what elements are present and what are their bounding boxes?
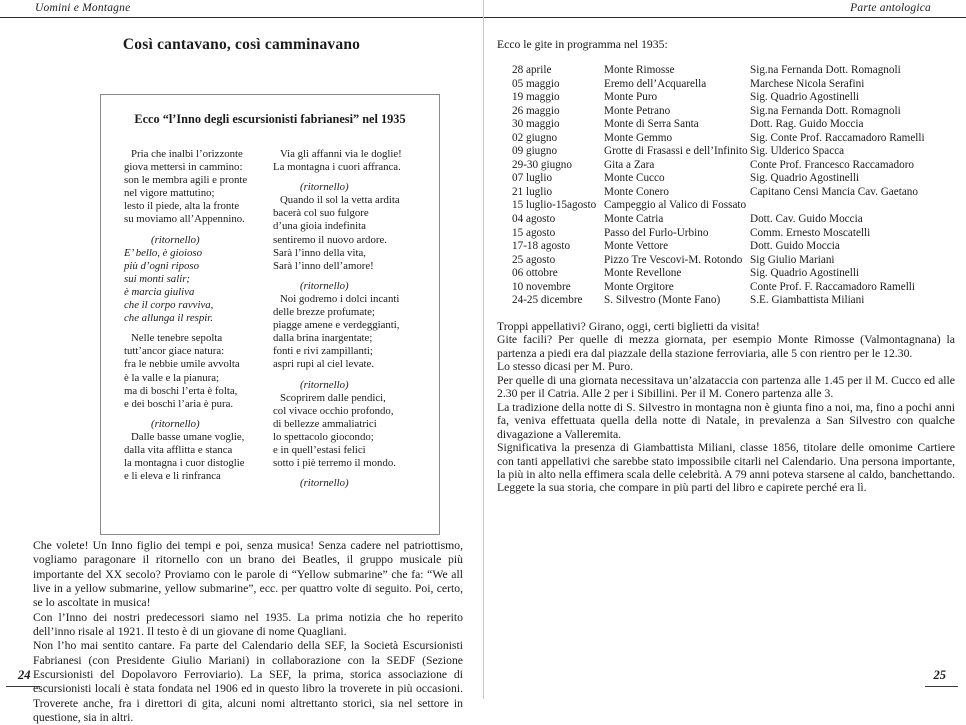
paragraph: Con l’Inno dei nostri predecessori siamo nel 1935. La prima notizia che ho reperito dell’inno risale al 1921. Il testo è di un giovane di nome Quagliani. (33, 610, 463, 639)
hymn-column-2 (273, 148, 427, 490)
poem-line: E’ bello, è gioioso (124, 246, 202, 259)
trip-row (512, 64, 958, 78)
trip-destination: Pizzo Tre Vescovi-M. Rotondo (604, 253, 743, 266)
trip-destination: Monte Rimosse (604, 64, 675, 76)
page-number-right: 25 (925, 668, 959, 687)
poem-ritornello-label (273, 280, 427, 293)
poem-line: lo spettacolo giocondo; (273, 430, 374, 443)
trip-leader: Dott. Rag. Guido Moccia (750, 118, 864, 131)
trip-leader: Sig.na Fernanda Dott. Romagnoli (750, 104, 901, 117)
trip-row (512, 240, 958, 254)
poem-line: la montagna i cuor distoglie (124, 457, 245, 470)
trip-row (512, 186, 958, 200)
poem-line: Nelle tenebre sepolta (131, 332, 223, 345)
trip-row (512, 172, 958, 186)
trip-date: 24-25 dicembre (512, 294, 583, 307)
trip-date: 25 agosto (512, 253, 556, 266)
right-running-title: Parte antologica (850, 2, 931, 14)
trip-leader: Comm. Ernesto Moscatelli (750, 226, 871, 239)
poem-line: fra le nebbie umile avvolta (124, 358, 240, 371)
poem-line: (ritornello) (300, 378, 349, 391)
poem-line: piagge amene e verdeggianti, (273, 319, 400, 332)
poem-line: sui monti salir; (124, 272, 190, 285)
poem-stanza (273, 194, 427, 273)
trip-row (512, 281, 958, 295)
trip-date: 21 luglio (512, 185, 553, 198)
trip-destination: Monte Orgitore (604, 280, 674, 293)
poem-ritornello-label (273, 477, 427, 490)
poem-line: di bellezze ammaliatrici (273, 417, 377, 430)
trip-leader: Capitano Censi Mancia Cav. Gaetano (750, 185, 918, 198)
trip-row (512, 254, 958, 268)
poem-ritornello-label (273, 181, 427, 194)
poem-line: La montagna i cuori affranca. (273, 161, 401, 174)
poem-line: delle brezze profumate; (273, 306, 375, 319)
hymn-box-title: Ecco “l’Inno degli escursionisti fabrianesi” nel 1935 (134, 112, 406, 126)
trip-row (512, 105, 958, 119)
trip-row (512, 213, 958, 227)
poem-line: dalla vita afflitta e stanca (124, 443, 233, 456)
poem-line: giova mettersi in cammino: (124, 161, 243, 174)
hymn-column-1 (124, 148, 273, 490)
trip-row (512, 78, 958, 92)
trip-leader (750, 199, 958, 213)
poem-line: Dalle basse umane voglie, (131, 430, 245, 443)
trip-destination: Passo del Furlo-Urbino (604, 226, 709, 239)
trip-leader: Sig. Quadrio Agostinelli (750, 91, 860, 104)
poem-line: che il corpo ravviva, (124, 299, 214, 312)
poem-ritornello-verse (124, 247, 273, 326)
trip-leader: Sig. Ulderico Spacca (750, 145, 845, 158)
poem-line: aspri rupi al ciel levate. (273, 358, 375, 371)
trip-date: 10 novembre (512, 280, 571, 293)
trip-leader: Sig. Quadrio Agostinelli (750, 172, 860, 185)
trip-row (512, 118, 958, 132)
program-intro: Ecco le gite in programma nel 1935: (497, 38, 668, 51)
trip-destination: Grotte di Frasassi e dell’Infinito (604, 145, 748, 158)
poem-stanza (124, 148, 273, 227)
trip-leader: Sig. Conte Prof. Raccamadoro Ramelli (750, 131, 925, 144)
poem-stanza (273, 392, 427, 471)
trip-destination: Gita a Zara (604, 158, 655, 171)
hymn-box (100, 94, 440, 535)
left-running-title: Uomini e Montagne (35, 2, 131, 14)
poem-line: è la valle e la pianura; (124, 371, 220, 384)
trip-date: 04 agosto (512, 213, 556, 226)
trip-date: 07 luglio (512, 172, 553, 185)
page-right (483, 0, 966, 699)
poem-line: sentiremo il nuovo ardore. (273, 233, 387, 246)
page-number-left: 24 (6, 668, 40, 687)
trip-destination: Campeggio al Valico di Fossato (604, 199, 747, 212)
trip-destination: Monte di Serra Santa (604, 118, 699, 131)
trip-row (512, 145, 958, 159)
trip-destination: Monte Conero (604, 185, 669, 198)
paragraph: La tradizione della notte di S. Silvestro in montagna non è giunta fino a noi, ma, fino a pochi anni fa, veniva effettuata quella della notte di Natale, in prevalenza a San Silvestro con qualche divagazione a Valleremita. (497, 400, 955, 441)
paragraph: Che volete! Un Inno figlio dei tempi e poi, senza musica! Senza cadere nel patriottismo, vogliamo paragonare il ritornello con un brano dei Beatles, il gruppo musicale più importante del XX secolo? Proviamo con le parole di “Yellow submarine” che fa: “We all live in a yellow submarine, yellow submarine”, ecc. per quattro volte di seguito. Poi, certo, se lo ascoltate in musica! (33, 539, 463, 610)
poem-line: è marcia giuliva (124, 285, 195, 298)
poem-line: fonti e rivi zampillanti; (273, 345, 373, 358)
poem-line: Noi godremo i dolci incanti (280, 292, 400, 305)
page-gutter-divider (483, 0, 484, 699)
trip-date: 29-30 giugno (512, 158, 572, 171)
paragraph: Lo stesso dicasi per M. Puro. (497, 360, 634, 374)
trip-destination: Monte Revellone (604, 267, 682, 280)
poem-line: e in quell’estasi felici (273, 443, 366, 456)
trip-leader: Conte Prof. Francesco Raccamadoro (750, 158, 915, 171)
chapter-title: Così cantavano, così camminavano (122, 36, 361, 53)
poem-line: e dei boschi l’aria è pura. (124, 397, 234, 410)
trip-leader: Sig. Quadrio Agostinelli (750, 267, 860, 280)
trip-date: 05 maggio (512, 77, 560, 90)
trip-leader: S.E. Giambattista Miliani (750, 294, 865, 307)
poem-ritornello-label (124, 418, 273, 431)
poem-line: sotto i piè terremo il mondo. (273, 457, 396, 470)
poem-ritornello-label (273, 379, 427, 392)
trip-date: 15 agosto (512, 226, 556, 239)
trip-destination: Monte Gemmo (604, 131, 673, 144)
poem-line: nel vigore mattutino; (124, 187, 215, 200)
poem-line: su moviamo all’Appennino. (124, 213, 245, 226)
trip-destination: Monte Cucco (604, 172, 665, 185)
trip-date: 02 giugno (512, 131, 558, 144)
poem-line: Sarà l’inno dell’amore! (273, 259, 374, 272)
trip-leader: Sig.na Fernanda Dott. Romagnoli (750, 64, 901, 76)
trip-row (512, 227, 958, 241)
trip-row (512, 159, 958, 173)
trip-date: 17-18 agosto (512, 240, 571, 253)
poem-line: col vivace occhio profondo, (273, 404, 394, 417)
poem-stanza (273, 293, 427, 372)
right-body-text (497, 320, 955, 495)
poem-line: (ritornello) (300, 181, 349, 194)
trip-date: 06 ottobre (512, 267, 558, 280)
poem-line: Quando il sol la vetta ardita (280, 194, 400, 207)
paragraph: Per quelle di una giornata necessitava un’alzataccia con partenza alle 1.45 per il M. Cucco ed alle 2.30 per il Catria. Alle 2 per i Sibillini. Per il M. Conero partenza alle 3. (497, 373, 955, 401)
trip-row (512, 294, 958, 308)
trip-leader: Conte Prof. F. Raccamadoro Ramelli (750, 280, 916, 293)
paragraph: Non l’ho mai sentito cantare. Fa parte del Calendario della SEF, la Società Escursionisti Fabrianesi (con Presidente Giulio Mariani) in collaborazione con la SEDF (Sezione Escursionisti del Dopolavoro Ferroviario). La SEF, la prima, storica associazione di escursionisti locali è stata fondata nel 1906 ed in questo libro la troverete in più occasioni. Troverete anche, fra i direttori di gita, alcuni nomi altrettanto storici, sia nel settore in questione, sia in altri. (33, 639, 463, 725)
trip-destination: Monte Vettore (604, 240, 669, 253)
poem-line: Sarà l’inno della vita, (273, 246, 366, 259)
poem-stanza (273, 148, 427, 174)
trip-destination: Monte Petrano (604, 104, 671, 117)
trip-row (512, 199, 958, 213)
poem-line: bacerà col suo fulgore (273, 207, 369, 220)
trip-destination: Monte Catria (604, 213, 664, 226)
left-body-text (33, 539, 463, 725)
trips-table (512, 64, 958, 308)
trip-destination: Monte Puro (604, 91, 658, 104)
poem-line: che allunga il respir. (124, 312, 213, 325)
trip-row (512, 267, 958, 281)
right-header-rule (483, 17, 966, 18)
poem-stanza (124, 332, 273, 411)
paragraph: Significativa la presenza di Giambattista Miliani, classe 1856, titolare delle omonime Cartiere con tanti appellativi che sarebbe stato impossibile citarli nel Calendario. Una persona importante, la più in alto nella effimera scala delle celebrità. A 79 anni poteva starsene al caldo, banchettando. Leggete la sua storia, che compare in più parti del libro e capirete perché era lì. (497, 441, 955, 495)
trip-leader: Dott. Guido Moccia (750, 240, 840, 253)
trip-date: 26 maggio (512, 104, 560, 117)
left-header-rule (0, 17, 483, 18)
paragraph: Gite facili? Per quelle di mezza giornata, per esempio Monte Rimosse (Valmontagnana) la partenza a piedi era dal piazzale della stazione ferroviaria, alle 5 con rientro per le 12.30. (497, 333, 955, 360)
trip-row (512, 91, 958, 105)
poem-line: Pria che inalbi l’orizzonte (131, 148, 243, 160)
hymn-columns (101, 148, 439, 490)
poem-line: (ritornello) (151, 233, 200, 246)
trip-date: 15 luglio-15agosto (512, 199, 597, 212)
poem-line: più d’ogni riposo (124, 259, 199, 272)
poem-line: e li eleva e li rinfranca (124, 470, 221, 483)
poem-line: (ritornello) (300, 477, 349, 490)
poem-line: (ritornello) (151, 417, 200, 430)
poem-stanza (124, 431, 273, 483)
trip-leader: Sig Giulio Mariani (750, 253, 835, 266)
trip-date: 28 aprile (512, 64, 552, 76)
poem-line: (ritornello) (300, 279, 349, 292)
trip-leader: Marchese Nicola Serafini (750, 77, 865, 90)
poem-line: d’una gioia indefinita (273, 220, 366, 233)
poem-line: Scoprirem dalle pendici, (280, 391, 386, 404)
poem-line: tutt’ancor giace natura: (124, 345, 225, 358)
trip-date: 30 maggio (512, 118, 560, 131)
poem-line: son le membra agili e pronte (124, 174, 248, 187)
paragraph: Troppi appellativi? Girano, oggi, certi biglietti da visita! (497, 320, 760, 333)
trip-row (512, 132, 958, 146)
poem-ritornello-label (124, 234, 273, 247)
trip-destination: S. Silvestro (Monte Fano) (604, 294, 721, 307)
trip-leader: Dott. Cav. Guido Moccia (750, 213, 863, 226)
poem-line: Via gli affanni via le doglie! (280, 148, 402, 160)
poem-line: lesto il piede, alta la fronte (124, 200, 240, 213)
trip-date: 09 giugno (512, 145, 558, 158)
trip-destination: Eremo dell’Acquarella (604, 77, 707, 90)
poem-line: dalla brina inargentate; (273, 332, 373, 345)
trip-date: 19 maggio (512, 91, 560, 104)
poem-line: ma di boschi l’erta è folta, (124, 384, 238, 397)
